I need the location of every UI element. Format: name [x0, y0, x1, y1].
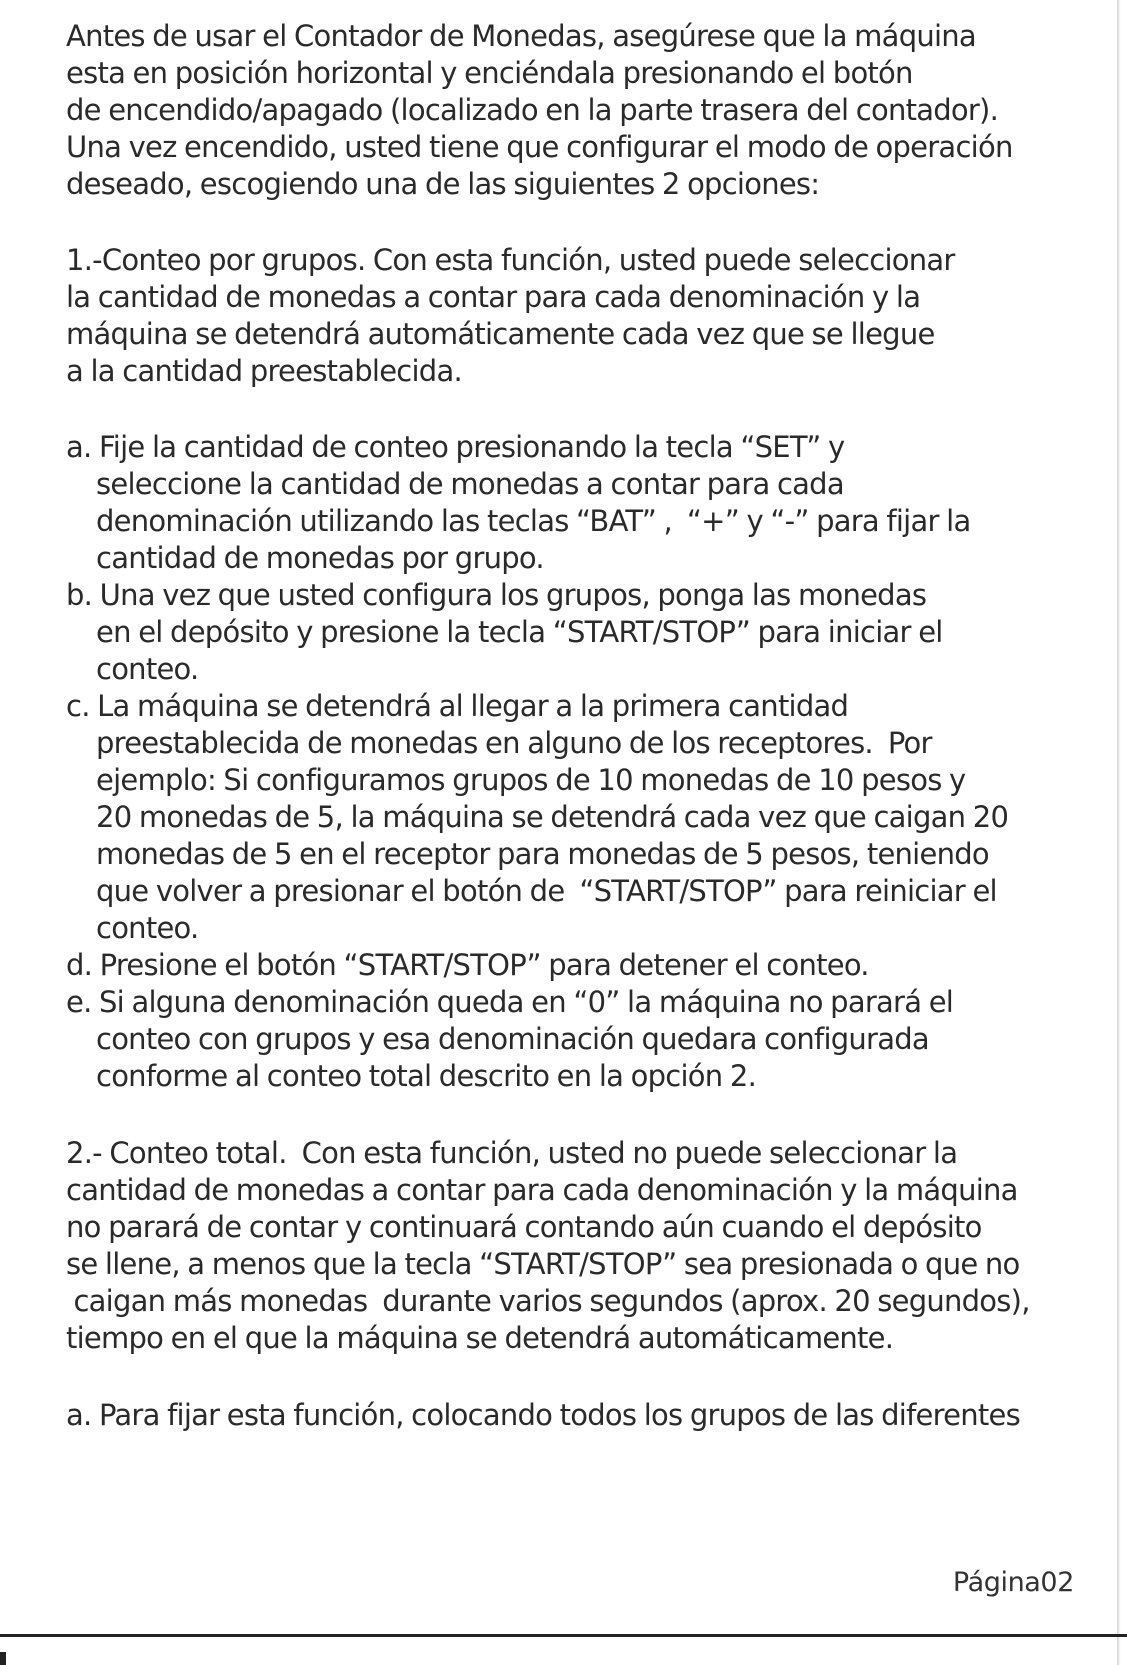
text-line: 2.- Conteo total. Con esta función, usted no puede seleccionar la: [66, 1136, 958, 1170]
text-line: 20 monedas de 5, la máquina se detendrá cada vez que caigan 20: [96, 800, 1009, 834]
step-d: d. Presione el botón “START/STOP” para detener el conteo.: [66, 948, 869, 982]
text-line: Una vez encendido, usted tiene que configurar el modo de operación: [66, 130, 1013, 164]
page-edge: [1117, 0, 1127, 1665]
text-line: caigan más monedas durante varios segundos (aprox. 20 segundos),: [66, 1284, 1030, 1318]
text-line: Antes de usar el Contador de Monedas, asegúrese que la máquina: [66, 19, 976, 53]
text-line: cantidad de monedas por grupo.: [96, 541, 544, 575]
text-line: máquina se detendrá automáticamente cada vez que se llegue: [66, 317, 935, 351]
text-line: conteo.: [96, 652, 199, 686]
text-line: conteo con grupos y esa denominación quedara configurada: [96, 1022, 929, 1056]
text-line: de encendido/apagado (localizado en la parte trasera del contador).: [66, 93, 999, 127]
step-e: e. Si alguna denominación queda en “0” la máquina no parará el: [66, 985, 954, 1019]
text-line: conteo.: [96, 911, 199, 945]
text-line: tiempo en el que la máquina se detendrá automáticamente.: [66, 1321, 894, 1355]
text-line: seleccione la cantidad de monedas a contar para cada: [96, 467, 844, 501]
text-line: en el depósito y presione la tecla “START/STOP” para iniciar el: [96, 615, 943, 649]
step-a: a. Para fijar esta función, colocando todos los grupos de las diferentes: [66, 1398, 1020, 1432]
text-line: que volver a presionar el botón de “START/STOP” para reiniciar el: [96, 874, 997, 908]
step-b: b. Una vez que usted configura los grupos, ponga las monedas: [66, 578, 927, 612]
corner-mark: [0, 1652, 6, 1665]
step-c: c. La máquina se detendrá al llegar a la primera cantidad: [66, 689, 849, 723]
bottom-border-line: [0, 1634, 1127, 1637]
text-line: deseado, escogiendo una de las siguientes 2 opciones:: [66, 167, 820, 201]
text-line: ejemplo: Si configuramos grupos de 10 monedas de 10 pesos y: [96, 763, 966, 797]
text-line: 1.-Conteo por grupos. Con esta función, usted puede seleccionar: [66, 243, 955, 277]
text-line: conforme al conteo total descrito en la opción 2.: [96, 1059, 757, 1093]
page-number: Página02: [952, 1567, 1074, 1598]
text-line: monedas de 5 en el receptor para monedas de 5 pesos, teniendo: [96, 837, 989, 871]
text-line: a la cantidad preestablecida.: [66, 354, 462, 388]
text-line: se llene, a menos que la tecla “START/STOP” sea presionada o que no: [66, 1247, 1020, 1281]
text-line: la cantidad de monedas a contar para cada denominación y la: [66, 280, 921, 314]
text-line: preestablecida de monedas en alguno de los receptores. Por: [96, 726, 932, 760]
text-line: cantidad de monedas a contar para cada denominación y la máquina: [66, 1173, 1018, 1207]
text-line: no parará de contar y continuará contando aún cuando el depósito: [66, 1210, 982, 1244]
text-line: denominación utilizando las teclas “BAT” , “+” y “-” para fijar la: [96, 504, 971, 538]
step-a: a. Fije la cantidad de conteo presionando la tecla “SET” y: [66, 430, 845, 464]
text-line: esta en posición horizontal y enciéndala presionando el botón: [66, 56, 913, 90]
